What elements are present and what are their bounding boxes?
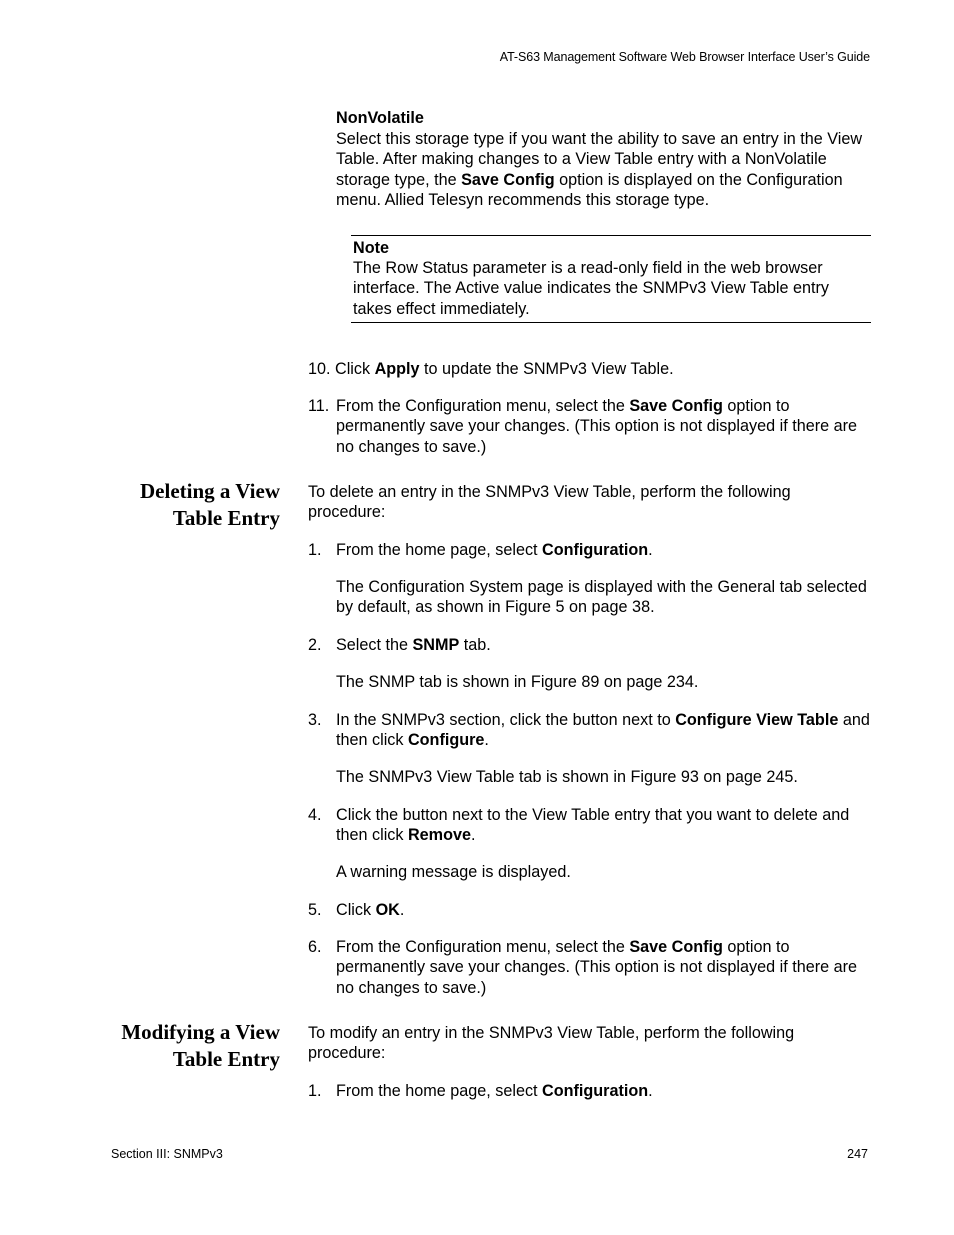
delete-step-4-note: A warning message is displayed.: [336, 863, 571, 881]
step-number: 1.: [308, 541, 322, 559]
delete-step-1-note: The Configuration System page is displayed with the General tab selected by default, as shown in Figure 5 on page 38.: [336, 578, 867, 617]
delete-step-3: 3. In the SNMPv3 section, click the button next to Configure View Table and then click Configure.: [308, 711, 870, 750]
delete-step-6: 6. From the Configuration menu, select the Save Config option to permanently save your changes. (This option is not displayed if there are no changes to save.): [308, 938, 857, 997]
footer-section: Section III: SNMPv3: [111, 1147, 223, 1161]
step-number: 2.: [308, 636, 322, 654]
delete-step-5: 5. Click OK.: [308, 901, 405, 919]
modify-section-heading: Modifying a View Table Entry: [121, 1020, 280, 1071]
step-11: 11. From the Configuration menu, select the Save Config option to permanently save your changes. (This option is not displayed if there are no changes to save.): [308, 397, 857, 456]
delete-step-3-note: The SNMPv3 View Table tab is shown in Figure 93 on page 245.: [336, 768, 798, 786]
note-text: The Row Status parameter is a read-only field in the web browser interface. The Active value indicates the SNMPv3 View Table entry takes effect immediately.: [353, 259, 829, 318]
step-number: 5.: [308, 901, 322, 919]
step-number: 3.: [308, 711, 322, 729]
delete-section-heading: Deleting a View Table Entry: [140, 479, 280, 530]
note-top-rule: [351, 235, 871, 236]
step-number: 4.: [308, 806, 322, 824]
delete-step-4: 4. Click the button next to the View Table entry that you want to delete and then click Remove.: [308, 806, 850, 845]
page-number: 247: [847, 1147, 868, 1161]
delete-step-2-note: The SNMP tab is shown in Figure 89 on page 234.: [336, 673, 699, 691]
modify-step-1: 1. From the home page, select Configuration.: [308, 1082, 653, 1100]
note-bottom-rule: [351, 322, 871, 323]
step-10: 10. Click Apply to update the SNMPv3 View Table.: [308, 360, 674, 378]
running-header: AT-S63 Management Software Web Browser Interface User’s Guide: [499, 50, 870, 64]
step-number: 10.: [308, 360, 331, 378]
nonvolatile-description: Select this storage type if you want the ability to save an entry in the View Table. After making changes to a View Table entry with a NonVolatile storage type, the Save Config option is displayed on the Configuration menu. Allied Telesyn recommends this storage type.: [336, 130, 863, 209]
note-title: Note: [353, 239, 389, 257]
step-number: 6.: [308, 938, 322, 956]
modify-intro: To modify an entry in the SNMPv3 View Table, perform the following procedure:: [308, 1024, 795, 1063]
step-number: 1.: [308, 1082, 322, 1100]
nonvolatile-title: NonVolatile: [336, 109, 424, 127]
delete-step-1: 1. From the home page, select Configuration.: [308, 541, 653, 559]
step-number: 11.: [308, 397, 330, 415]
delete-step-2: 2. Select the SNMP tab.: [308, 636, 491, 654]
delete-intro: To delete an entry in the SNMPv3 View Table, perform the following procedure:: [308, 483, 791, 522]
